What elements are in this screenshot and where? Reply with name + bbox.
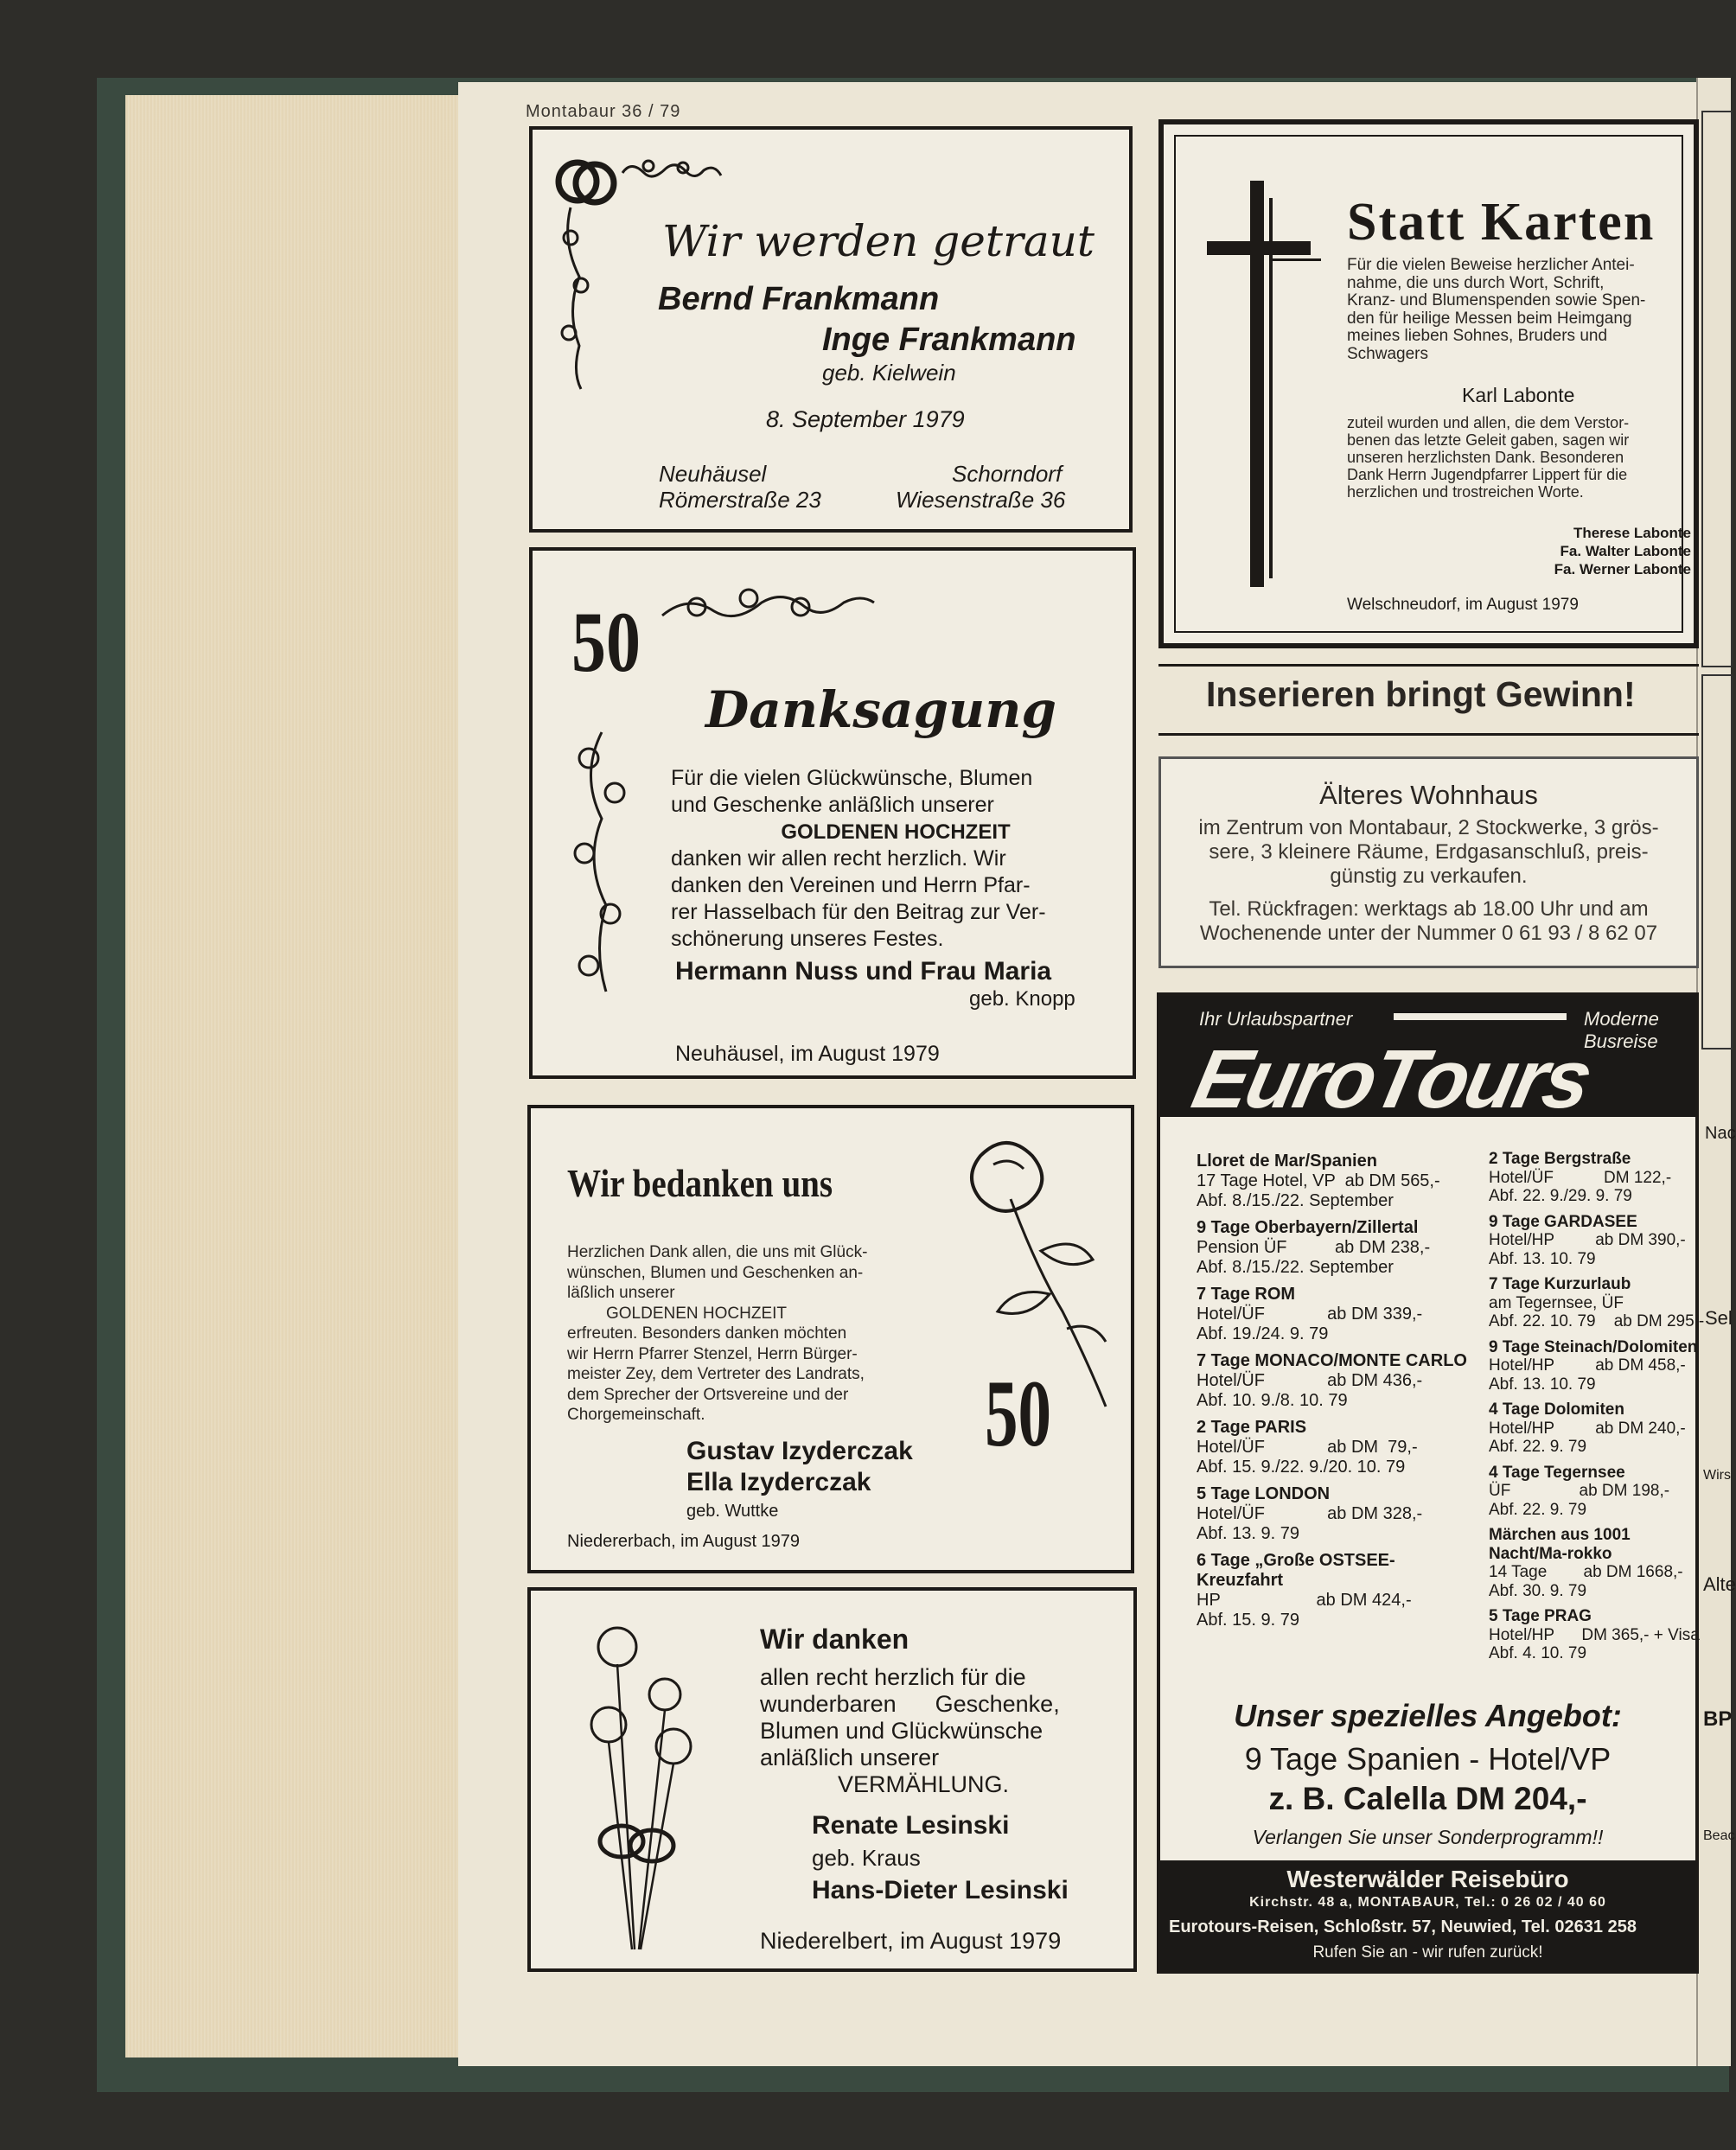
edge-box-2 — [1701, 674, 1733, 1049]
wohnhaus-title: Älteres Wohnhaus — [1319, 780, 1538, 810]
tour-detail: Abf. 13. 9. 79 — [1197, 1524, 1299, 1543]
statt-karten-footer: Welschneudorf, im August 1979 — [1347, 596, 1579, 614]
eurotours-banner — [1160, 996, 1695, 1126]
special-line2: z. B. Calella DM 204,- — [1268, 1781, 1587, 1816]
thank-you-ad — [527, 1105, 1134, 1573]
tour-entry — [1197, 1152, 1473, 1211]
right-place: Schorndorf — [952, 461, 1063, 487]
wirdanken-footer: Niederelbert, im August 1979 — [760, 1928, 1062, 1954]
tour-detail: Abf. 22. 10. 79 ab DM 295,- — [1489, 1312, 1705, 1330]
edge-box-1 — [1701, 111, 1733, 667]
tour-detail: Abf. 22. 9./29. 9. 79 — [1489, 1187, 1632, 1205]
tour-detail: Abf. 15. 9./22. 9./20. 10. 79 — [1197, 1458, 1406, 1477]
tour-entry — [1197, 1484, 1473, 1544]
wirdanken-name2: Hans-Dieter Lesinski — [812, 1876, 1069, 1904]
bedanken-footer: Niedererbach, im August 1979 — [567, 1532, 801, 1551]
tour-detail: Abf. 22. 9. 79 — [1489, 1438, 1587, 1456]
special-offer-title: Unser spezielles Angebot: — [1234, 1698, 1622, 1733]
statt-karten-text: Für die vielen Beweise herzlicher Antei- nahme, die uns durch Wort, Schrift, Kranz- und Blumenspenden sowie Spen- den für heilige Messen beim Heimgang meines lieben Sohnes, Bruders und Schwagers — [1347, 256, 1646, 363]
bedanken-name1: Gustav Izyderczak — [686, 1437, 913, 1465]
tour-entry — [1489, 1338, 1705, 1394]
running-head: Montabaur 36 / 79 — [526, 102, 681, 121]
bride-nee: geb. Kielwein — [822, 360, 956, 386]
eurotours-ad — [1157, 992, 1705, 1974]
danksagung-title: Danksagung — [705, 680, 1056, 739]
tour-entry — [1197, 1551, 1473, 1630]
bouquet-icon — [570, 1612, 717, 1958]
tour-heading: 5 Tage LONDON — [1197, 1484, 1331, 1503]
rule-top — [1158, 664, 1699, 667]
eurotours-logo: EuroTours — [1184, 1033, 1599, 1126]
tour-heading: 4 Tage Tegernsee — [1489, 1463, 1625, 1482]
golden-anniversary-ad — [529, 547, 1136, 1079]
bedanken-name2: Ella Izyderczak — [686, 1468, 871, 1496]
statt-karten-text2: zuteil wurden und allen, die dem Verstor- benen das letzte Geleit gaben, sagen wir unseren herzlichsten Dank. Besonderen Dank Herrn Jugendpfarrer Lippert für die herzlichen und trostreichen Worte. — [1347, 414, 1630, 501]
tour-detail: Abf. 8./15./22. September — [1197, 1191, 1394, 1210]
tour-detail: Abf. 30. 9. 79 — [1489, 1581, 1587, 1600]
wohnhaus-text: im Zentrum von Montabaur, 2 Stockwerke, 3 grös- sere, 3 kleinere Räume, Erdgasanschluß, preis- günstig zu verkaufen. Tel. Rückfragen: werktags ab 18.00 Uhr und am Wochenende unter der Nummer 0 61 93 / 8 62 07 — [1198, 816, 1659, 945]
tour-detail: Abf. 4. 10. 79 — [1489, 1644, 1587, 1662]
tour-detail: Hotel/HP DM 365,- + Visa — [1489, 1625, 1700, 1644]
tagline-left: Ihr Urlaubspartner — [1199, 1008, 1353, 1030]
bedanken-number: 50 — [985, 1361, 1051, 1466]
tour-detail: Hotel/HP ab DM 240,- — [1489, 1419, 1686, 1438]
tour-entry — [1197, 1351, 1473, 1411]
tour-detail: HP ab DM 424,- — [1197, 1591, 1412, 1610]
tour-detail: am Tegernsee, ÜF — [1489, 1293, 1624, 1312]
bedanken-text: Herzlichen Dank allen, die uns mit Glück- wünschen, Blumen und Geschenken an- läßlich unserer GOLDENEN HOCHZEIT erfreuten. Besonders danken möchten wir Herrn Pfarrer Stenzel, Herrn Bürger- meister Zey, dem Vertreter des Landrats, dem Sprecher der Ortsvereine und der Chorgemeinschaft. — [567, 1243, 868, 1424]
cross-icon — [1207, 181, 1328, 587]
tour-entry — [1489, 1607, 1705, 1663]
tour-detail: Hotel/ÜF ab DM 339,- — [1197, 1305, 1423, 1324]
tour-detail: Hotel/ÜF ab DM 79,- — [1197, 1438, 1418, 1457]
branch-line: Eurotours-Reisen, Schloßstr. 57, Neuwied, Tel. 02631 258 — [1169, 1917, 1637, 1936]
special-line1: 9 Tage Spanien - Hotel/VP — [1244, 1741, 1612, 1777]
rule-bottom — [1158, 733, 1699, 736]
tour-detail: Abf. 13. 10. 79 — [1489, 1375, 1596, 1394]
tour-detail: Hotel/ÜF ab DM 436,- — [1197, 1371, 1423, 1390]
eurotours-left-col — [1197, 1152, 1473, 1637]
tour-detail: 14 Tage ab DM 1668,- — [1489, 1563, 1683, 1581]
tour-detail: Abf. 10. 9./8. 10. 79 — [1197, 1391, 1348, 1410]
bedanken-nee: geb. Wuttke — [686, 1502, 779, 1521]
tour-entry — [1489, 1275, 1705, 1331]
tour-entry — [1489, 1150, 1705, 1206]
tour-detail: Hotel/HP ab DM 458,- — [1489, 1356, 1686, 1375]
danksagung-names: Hermann Nuss und Frau Maria — [675, 957, 1052, 986]
tour-entry — [1489, 1400, 1705, 1457]
wedding-title: Wir werden getraut — [662, 216, 1095, 266]
statt-karten-title: Statt Karten — [1347, 193, 1656, 252]
danksagung-nee: geb. Knopp — [969, 987, 1075, 1011]
tagline-right: Moderne Busreise — [1584, 1008, 1659, 1052]
left-place: Neuhäusel — [659, 461, 767, 487]
signatures: Therese Labonte Fa. Walter Labonte Fa. Werner Labonte — [1554, 525, 1691, 577]
bride-name: Inge Frankmann — [822, 322, 1076, 358]
tour-entry — [1197, 1218, 1473, 1278]
wedding-ad — [529, 126, 1133, 533]
tour-heading: 9 Tage GARDASEE — [1489, 1212, 1637, 1231]
eurotours-right-col — [1489, 1150, 1705, 1670]
tour-detail: Hotel/ÜF ab DM 328,- — [1197, 1504, 1423, 1523]
tour-entry — [1489, 1526, 1705, 1600]
wedding-thanks-ad — [527, 1587, 1137, 1972]
edge-text-5: BP — [1703, 1707, 1733, 1731]
call-back-line: Rufen Sie an - wir rufen zurück! — [1312, 1943, 1543, 1962]
tour-heading: 7 Tage MONACO/MONTE CARLO — [1197, 1351, 1467, 1370]
tour-heading: 2 Tage PARIS — [1197, 1418, 1307, 1437]
tour-entry — [1197, 1418, 1473, 1477]
tour-detail: ÜF ab DM 198,- — [1489, 1482, 1670, 1500]
tour-heading: 5 Tage PRAG — [1489, 1607, 1592, 1625]
edge-text-1: Nac — [1705, 1124, 1736, 1143]
wirdanken-title: Wir danken — [760, 1624, 909, 1655]
page-block-edge — [125, 95, 482, 2057]
tour-detail: 17 Tage Hotel, VP ab DM 565,- — [1197, 1171, 1440, 1190]
tour-heading: 7 Tage ROM — [1197, 1285, 1296, 1304]
agency-address: Kirchstr. 48 a, MONTABAUR, Tel.: 0 26 02 / 40 60 — [1249, 1895, 1606, 1910]
edge-text-3: Wirs — [1703, 1468, 1731, 1483]
tour-detail: Abf. 19./24. 9. 79 — [1197, 1324, 1329, 1343]
tour-detail: Abf. 22. 9. 79 — [1489, 1500, 1587, 1519]
tour-detail: Hotel/ÜF DM 122,- — [1489, 1168, 1672, 1187]
tour-heading: 7 Tage Kurzurlaub — [1489, 1275, 1631, 1293]
tour-detail: Abf. 15. 9. 79 — [1197, 1611, 1299, 1630]
anniversary-number: 50 — [571, 594, 641, 690]
tour-entry — [1489, 1464, 1705, 1520]
tour-detail: Abf. 8./15./22. September — [1197, 1258, 1394, 1277]
danksagung-footer: Neuhäusel, im August 1979 — [675, 1042, 940, 1066]
edge-text-6: Beac — [1703, 1828, 1735, 1843]
wirdanken-name1: Renate Lesinski — [812, 1811, 1010, 1840]
groom-name: Bernd Frankmann — [658, 281, 940, 317]
rings-flower-icon — [545, 147, 769, 398]
edge-text-2: Sel — [1705, 1307, 1733, 1329]
wirdanken-nee: geb. Kraus — [812, 1845, 921, 1871]
deceased-name: Karl Labonte — [1462, 384, 1575, 406]
special-line3: Verlangen Sie unser Sonderprogramm!! — [1252, 1826, 1604, 1848]
inserieren-slogan: Inserieren bringt Gewinn! — [1206, 674, 1636, 714]
tour-detail: Pension ÜF ab DM 238,- — [1197, 1238, 1431, 1257]
tour-heading: 9 Tage Steinach/Dolomiten — [1489, 1337, 1698, 1356]
tour-detail: Abf. 13. 10. 79 — [1489, 1249, 1596, 1268]
danksagung-text: Für die vielen Glückwünsche, Blumen und Geschenke anläßlich unserer GOLDENEN HOCHZEIT danken wir allen recht herzlich. Wir danken den Vereinen und Herrn Pfar- rer Hasselbach für den Beitrag zur Ver- schönerung unseres Festes. — [671, 766, 1046, 951]
tour-heading: 6 Tage „Große OSTSEE-Kreuzfahrt — [1197, 1551, 1395, 1590]
house-sale-ad — [1158, 756, 1699, 968]
tour-heading: Lloret de Mar/Spanien — [1197, 1152, 1377, 1171]
tour-detail: Hotel/HP ab DM 390,- — [1489, 1231, 1686, 1249]
tour-entry — [1489, 1213, 1705, 1269]
tour-heading: 9 Tage Oberbayern/Zillertal — [1197, 1218, 1419, 1237]
wirdanken-text: allen recht herzlich für die wunderbaren Geschenke, Blumen und Glückwünsche anläßlich unserer VERMÄHLUNG. — [760, 1664, 1060, 1797]
agency-footer — [1160, 1860, 1695, 1970]
right-street: Wiesenstraße 36 — [896, 487, 1066, 513]
edge-text-4: Alte — [1703, 1573, 1736, 1595]
bedanken-title: Wir bedanken uns — [567, 1161, 833, 1205]
tour-heading: Märchen aus 1001 Nacht/Ma-rokko — [1489, 1526, 1631, 1563]
left-street: Römerstraße 23 — [659, 487, 821, 513]
tour-heading: 4 Tage Dolomiten — [1489, 1400, 1624, 1419]
agency-name: Westerwälder Reisebüro — [1286, 1866, 1569, 1892]
wedding-date: 8. September 1979 — [766, 406, 965, 432]
tour-entry — [1197, 1285, 1473, 1344]
obituary-thanks-ad — [1158, 119, 1699, 648]
tour-heading: 2 Tage Bergstraße — [1489, 1150, 1631, 1168]
